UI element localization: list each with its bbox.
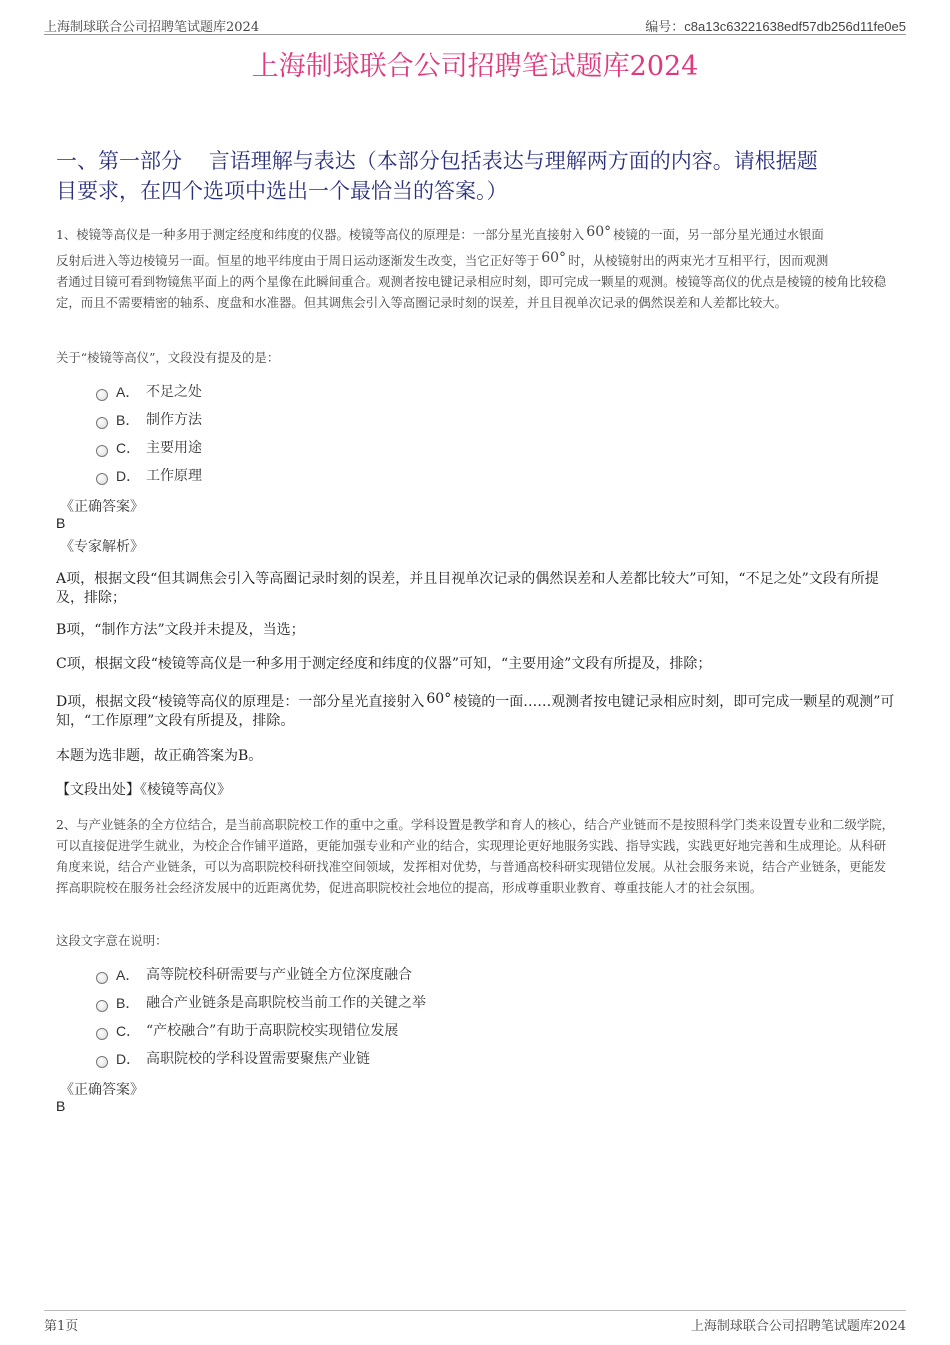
q1-analysis-d-block [56,690,896,731]
q2-prompt: 这段文字意在说明： [56,933,168,948]
q1-degree-2: 60° [541,250,567,266]
radio-icon[interactable] [96,473,108,485]
option-letter: C． [116,440,141,456]
q1-option-a[interactable] [96,378,202,406]
q1-analysis-label: 《专家解析》 [60,539,144,555]
q2-option-a[interactable] [96,961,426,989]
radio-icon[interactable] [96,1028,108,1040]
section-heading-line1: 一、第一部分 言语理解与表达（本部分包括表达与理解两方面的内容。请根据题 [56,149,818,173]
q1-answer-label: 《正确答案》 [60,499,144,515]
option-letter: D． [116,468,141,484]
radio-icon[interactable] [96,972,108,984]
option-text: 高等院校科研需要与产业链全方位深度融合 [146,967,412,983]
q1-prompt: 关于“棱镜等高仪”，文段没有提及的是： [56,350,280,365]
option-text: 制作方法 [146,412,202,428]
option-letter: D． [116,1051,141,1067]
q1-analysis-a-block [56,570,896,608]
q1-analysis-d-part2: 棱镜的一面……观测者按电键记录相应时刻，即可完成一颗星的观测”可知，“工作原理”文段有所提及，排除。 [56,694,895,729]
radio-icon[interactable] [96,389,108,401]
q2-answer-label: 《正确答案》 [60,1082,144,1098]
q1-analysis-a: A项，根据文段“但其调焦会引入等高圈记录时刻的误差，并且目视单次记录的偶然误差和人差都比较大”可知，“不足之处”文段有所提及，排除； [56,571,879,606]
option-text: 不足之处 [146,384,202,400]
q1-option-b[interactable] [96,406,202,434]
q1-conclusion-block [56,747,896,766]
q1-answer: B [56,515,66,531]
q1-conclusion: 本题为选非题，故正确答案为B。 [56,748,263,764]
radio-icon[interactable] [96,1000,108,1012]
option-letter: C． [116,1023,141,1039]
option-letter: B． [116,412,140,428]
q1-analysis-d-part1: D项，根据文段“棱镜等高仪的原理是：一部分星光直接射入 [56,694,425,710]
q1-analysis-d [56,690,896,731]
q1-text-2b: 时，从棱镜射出的两束光才互相平行，因而观测 [568,253,829,268]
option-text: 工作原理 [146,468,202,484]
footer-doc-title: 上海制球联合公司招聘笔试题库2024 [690,1319,906,1334]
q1-source-block [56,781,896,800]
radio-icon[interactable] [96,417,108,429]
q2-option-b[interactable] [96,989,426,1017]
section-heading-line2: 目要求，在四个选项中选出一个最恰当的答案。） [56,179,508,203]
option-letter: B． [116,995,140,1011]
q1-options [96,378,202,490]
footer-page-number: 第1页 [44,1319,79,1334]
section-heading [56,146,894,206]
header-doc-title: 上海制球联合公司招聘笔试题库2024 [44,20,260,35]
q2-options [96,961,426,1073]
page-footer [44,1310,906,1334]
q1-text-1a: 1、棱镜等高仪是一种多用于测定经度和纬度的仪器。棱镜等高仪的原理是：一部分星光直接射入 [56,227,585,242]
q1-line1 [56,222,896,245]
q2-option-c[interactable] [96,1017,426,1045]
header-doc-code [645,16,906,35]
q1-line2 [56,248,896,271]
option-text: 高职院校的学科设置需要聚焦产业链 [146,1051,370,1067]
option-text: 融合产业链条是高职院校当前工作的关键之举 [146,995,426,1011]
option-text: 主要用途 [146,440,202,456]
q2-answer: B [56,1098,66,1114]
document-title: 上海制球联合公司招聘笔试题库2024 [251,51,699,82]
question-1-passage [56,222,896,313]
q1-text-3: 者通过目镜可看到物镜焦平面上的两个星像在此瞬间重合。观测者按电键记录相应时刻，即可完成一颗星的观测。棱镜等高仪的优点是棱镜的棱角比较稳定，而且不需要精密的轴系、度盘和水准器。但其调焦会引入等高圈记录时刻的误差，并且目视单次记录的偶然误差和人差都比较大。 [56,274,887,310]
q1-text-2a: 反射后进入等边棱镜另一面。恒星的地平纬度由于周日运动逐渐发生改变，当它正好等于 [56,253,540,268]
q1-analysis-c: C项，根据文段“棱镜等高仪是一种多用于测定经度和纬度的仪器”可知，“主要用途”文段有所提及，排除； [56,656,712,672]
radio-icon[interactable] [96,445,108,457]
header-code-value: c8a13c63221638edf57db256d11fe0e5 [684,19,906,34]
q1-analysis-b: B项，“制作方法”文段并未提及，当选； [56,622,305,638]
q1-analysis-b-block [56,621,896,640]
q1-analysis-c-block [56,655,896,674]
q2-paragraph: 2、与产业链条的全方位结合，是当前高职院校工作的重中之重。学科设置是教学和育人的核心，结合产业链而不是按照科学门类来设置专业和二级学院，可以直接促进学生就业，为校企合作铺平道路，更能加强专业和产业的结合，实现理论更好地服务实践、指导实践，实践更好地完善和生成理论。从科研角度来说，结合产业链条，可以为高职院校科研找准空间领域，发挥相对优势，与普通高校科研实现错位发展。从社会服务来说，结合产业链条，更能发挥高职院校在服务社会经济发展中的近距离优势，促进高职院校社会地位的提高，形成尊重职业教育、尊重技能人才的社会氛围。 [56,817,895,895]
option-text: “产校融合”有助于高职院校实现错位发展 [146,1023,399,1039]
q1-source: 【文段出处】《棱镜等高仪》 [56,782,231,798]
q1-degree-1: 60° [586,224,612,240]
q1-option-c[interactable] [96,434,202,462]
page-header [44,14,906,35]
option-letter: A． [116,384,140,400]
q1-text-1b: 棱镜的一面，另一部分星光通过水银面 [613,227,824,242]
q1-degree-3: 60° [426,691,452,707]
q2-option-d[interactable] [96,1045,426,1073]
question-2-passage [56,814,896,898]
header-code-label: 编号： [645,20,685,35]
option-letter: A． [116,967,140,983]
q1-option-d[interactable] [96,462,202,490]
radio-icon[interactable] [96,1056,108,1068]
